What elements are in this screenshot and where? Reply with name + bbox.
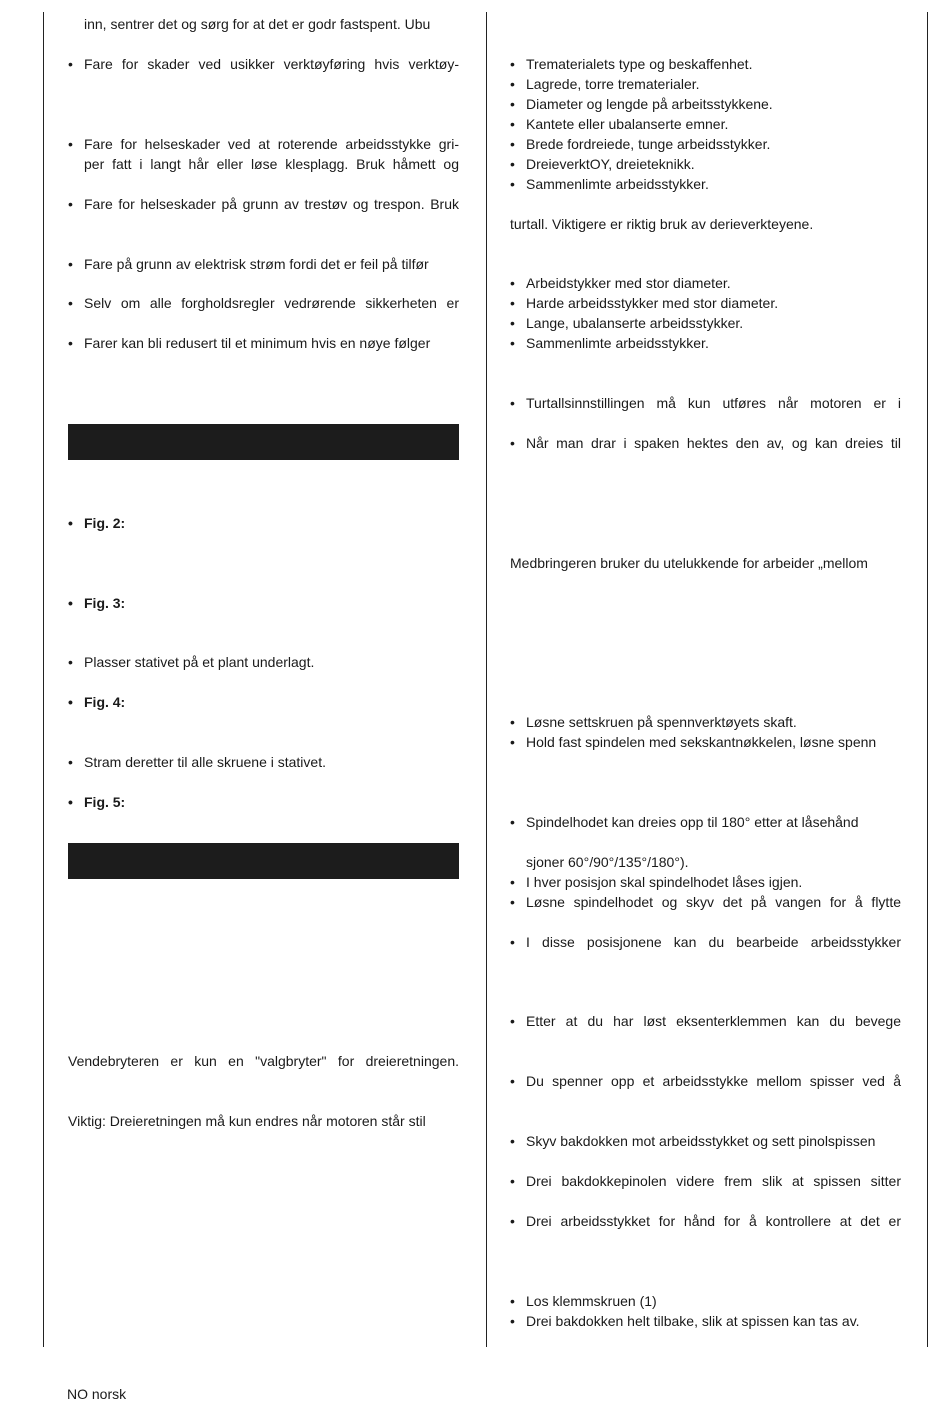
figure-label: • Fig. 4:: [84, 692, 125, 712]
bullet-item: • Trematerialets type og beskaffenhet.: [526, 54, 752, 74]
text-line: sjoner 60°/90°/135°/180°).: [526, 854, 689, 870]
bullet-item: • Når man drar i spaken hektes den av, og kan dreies til: [526, 433, 901, 453]
bullet-item: • Lagrede, torre trematerialer.: [526, 74, 700, 94]
section-heading-bar: [68, 424, 459, 460]
bullet-item: • Fare for helseskader ved at roterende arbeidsstykke gri-: [84, 134, 459, 154]
figure-label: • Fig. 5:: [84, 792, 125, 812]
figure-label: • Fig. 2:: [84, 513, 125, 533]
bullet-item: • Hold fast spindelen med sekskantnøkkelen, løsne spenn: [526, 732, 876, 752]
page-footer-language: NO norsk: [67, 1386, 127, 1402]
bullet-item: • Arbeidstykker med stor diameter.: [526, 273, 731, 293]
bullet-item: • I hver posisjon skal spindelhodet låses igjen.: [526, 872, 802, 892]
bullet-item: • Skyv bakdokken mot arbeidsstykket og sett pinolspissen: [526, 1131, 901, 1151]
text-line: turtall. Viktigere er riktig bruk av derieverkteyene.: [510, 216, 814, 232]
bullet-item: • Diameter og lengde på arbeitsstykkene.: [526, 94, 773, 114]
bullet-item: • Drei bakdokken helt tilbake, slik at spissen kan tas av.: [526, 1311, 860, 1331]
column-rule-left: [43, 12, 44, 1347]
bullet-item: • Stram deretter til alle skruene i stativet.: [84, 752, 326, 772]
bullet-item: • Fare for helseskader på grunn av trestøv og trespon. Bruk: [84, 194, 459, 214]
bullet-item: • Sammenlimte arbeidsstykker.: [526, 174, 709, 194]
bullet-item: • Plasser stativet på et plant underlagt.: [84, 652, 314, 672]
bullet-item: • Fare på grunn av elektrisk strøm fordi det er feil på tilfør: [84, 254, 459, 274]
bullet-item: • Turtallsinnstillingen må kun utføres når motoren er i: [526, 393, 901, 413]
bullet-item: • Sammenlimte arbeidsstykker.: [526, 333, 709, 353]
column-rule-center: [486, 12, 487, 1347]
figure-label: • Fig. 3:: [84, 593, 125, 613]
text-line: inn, sentrer det og sørg for at det er godr fastspent. Ubu: [84, 16, 431, 32]
column-rule-right: [927, 12, 928, 1347]
bullet-item: • Drei arbeidsstykket for hånd for å kontrollere at det er: [526, 1211, 901, 1231]
bullet-item: • Farer kan bli redusert til et minimum hvis en nøye følger: [84, 333, 459, 353]
text-line: per fatt i langt hår eller løse klesplagg. Bruk håmett og: [84, 156, 459, 172]
bullet-item: • Løsne settskruen på spennverktøyets skaft.: [526, 712, 797, 732]
bullet-item: • Spindelhodet kan dreies opp til 180° etter at låsehånd: [526, 812, 859, 832]
text-line: Viktig: Dreieretningen må kun endres når motoren står stil: [68, 1113, 426, 1129]
bullet-item: • Selv om alle forgholdsregler vedrørende sikkerheten er: [84, 293, 459, 313]
bullet-item: • DreieverktOY, dreieteknikk.: [526, 154, 695, 174]
bullet-item: • Du spenner opp et arbeidsstykke mellom spisser ved å: [526, 1071, 901, 1091]
bullet-item: • Løsne spindelhodet og skyv det på vangen for å flytte: [526, 892, 901, 912]
text-line: Vendebryteren er kun en "valgbryter" for dreieretningen.: [68, 1053, 459, 1069]
bullet-item: • Kantete eller ubalanserte emner.: [526, 114, 728, 134]
bullet-item: • Harde arbeidsstykker med stor diameter.: [526, 293, 778, 313]
bullet-item: • Fare for skader ved usikker verktøyføring hvis verktøy-: [84, 54, 459, 74]
section-heading-bar: [68, 843, 459, 879]
text-line: Medbringeren bruker du utelukkende for arbeider „mellom: [510, 555, 868, 571]
bullet-item: • I disse posisjonene kan du bearbeide arbeidsstykker: [526, 932, 901, 952]
bullet-item: • Drei bakdokkepinolen videre frem slik at spissen sitter: [526, 1171, 901, 1191]
bullet-item: • Brede fordreiede, tunge arbeidsstykker.: [526, 134, 770, 154]
bullet-item: • Etter at du har løst eksenterklemmen kan du bevege: [526, 1011, 901, 1031]
bullet-item: • Los klemmskruen (1): [526, 1291, 657, 1311]
bullet-item: • Lange, ubalanserte arbeidsstykker.: [526, 313, 743, 333]
